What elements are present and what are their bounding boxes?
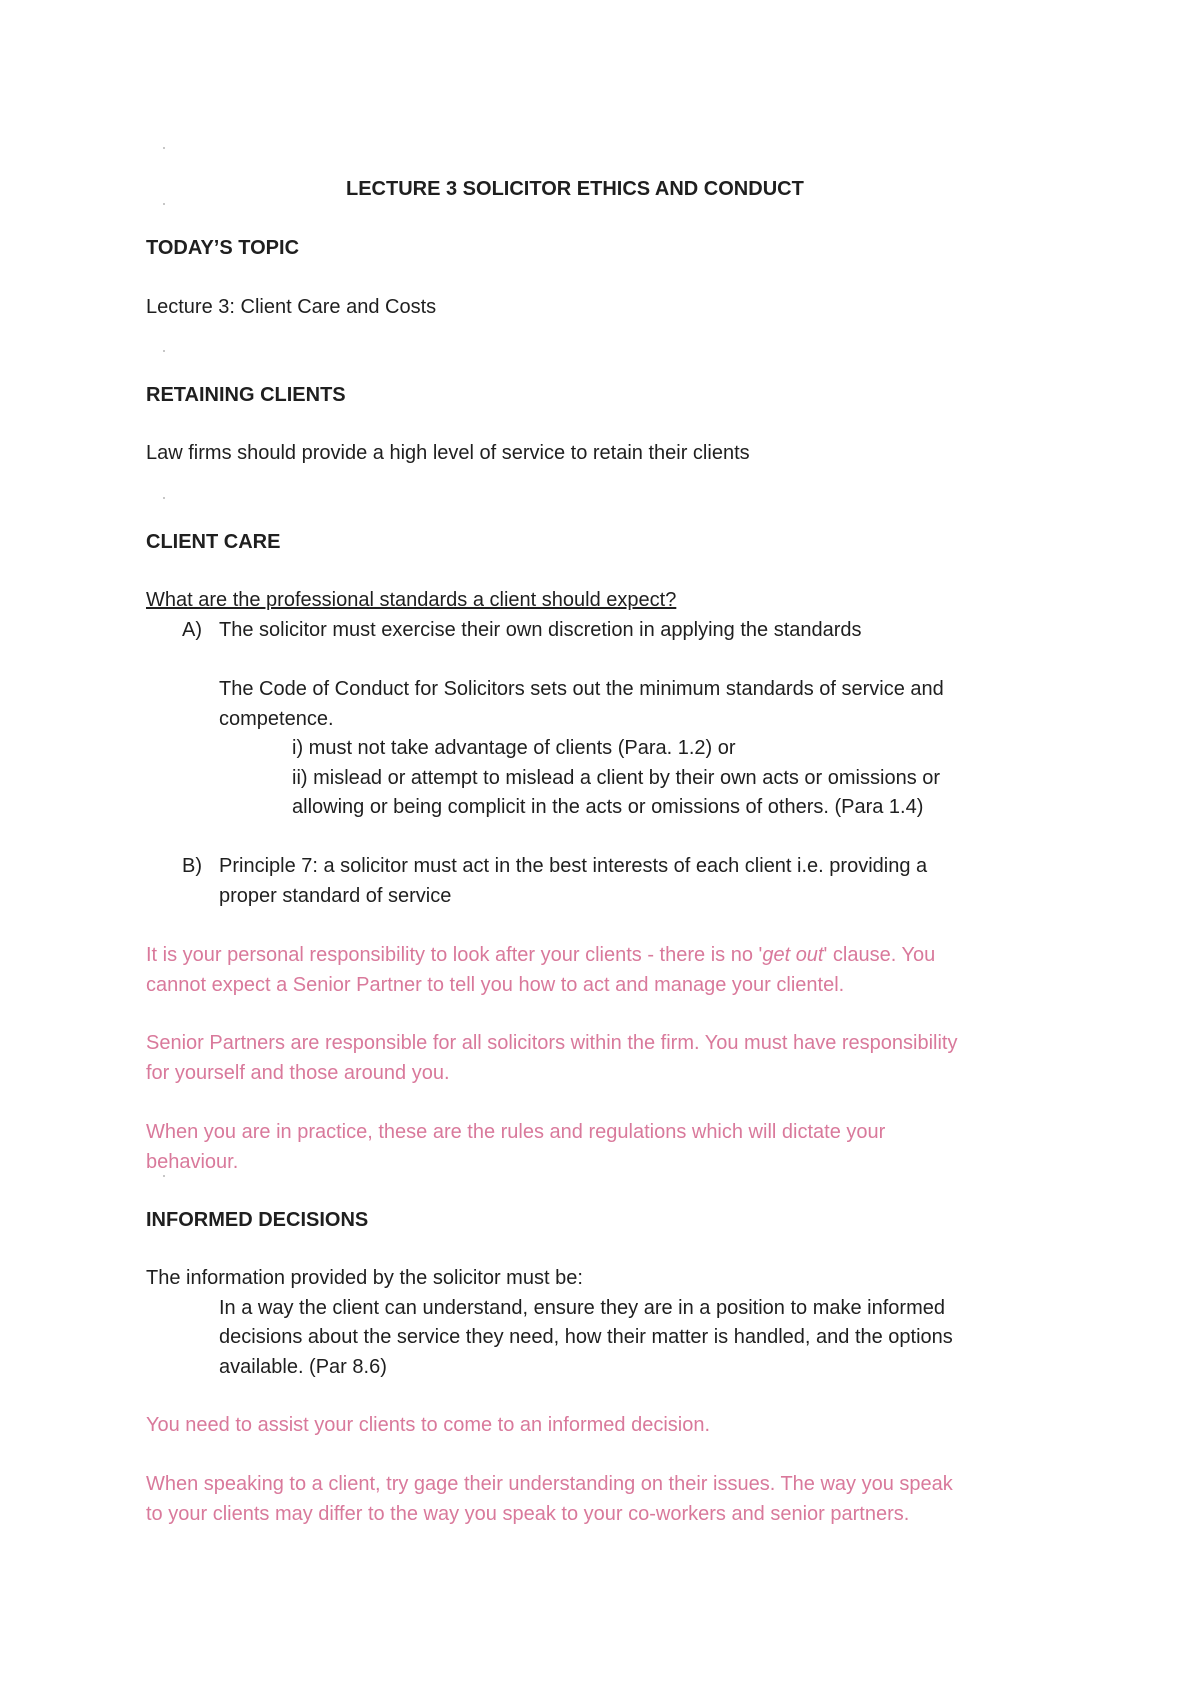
note-practice: behaviour.: [146, 1151, 239, 1173]
note-practice: When you are in practice, these are the rules and regulations which will dictate your: [146, 1121, 886, 1143]
list-item-b: Principle 7: a solicitor must act in the best interests of each client i.e. providing a: [219, 855, 928, 877]
note-speaking: When speaking to a client, try gage their understanding on their issues. The way you speak: [146, 1473, 953, 1495]
code-of-conduct-line: The Code of Conduct for Solicitors sets out the minimum standards of service and: [219, 678, 944, 700]
list-marker-b: B): [182, 855, 202, 877]
informed-intro: The information provided by the solicitor must be:: [146, 1267, 583, 1289]
note-emphasis: get out: [762, 944, 824, 966]
note-responsibility: [146, 943, 935, 967]
standards-question: What are the professional standards a client should expect?: [146, 589, 677, 611]
page-title: LECTURE 3 SOLICITOR ETHICS AND CONDUCT: [346, 178, 804, 200]
section-heading-client-care: CLIENT CARE: [146, 531, 281, 553]
topic-text: Lecture 3: Client Care and Costs: [146, 296, 437, 318]
note-responsibility: cannot expect a Senior Partner to tell you how to act and manage your clientel.: [146, 974, 845, 996]
sub-item-ii: ii) mislead or attempt to mislead a client by their own acts or omissions or: [292, 767, 941, 789]
sub-item-i: i) must not take advantage of clients (Para. 1.2) or: [292, 737, 736, 759]
retaining-text: Law firms should provide a high level of service to retain their clients: [146, 442, 750, 464]
note-text: It is your personal responsibility to look after your clients - there is no ': [146, 944, 763, 966]
dot-marker: [163, 1175, 165, 1177]
note-informed-decision: You need to assist your clients to come to an informed decision.: [146, 1414, 711, 1436]
list-item-b: proper standard of service: [219, 885, 452, 907]
list-item-a: The solicitor must exercise their own discretion in applying the standards: [219, 619, 862, 641]
list-marker-a: A): [182, 619, 202, 641]
dot-marker: [163, 497, 165, 499]
dot-marker: [163, 147, 165, 149]
dot-marker: [163, 350, 165, 352]
code-of-conduct-line: competence.: [219, 708, 334, 730]
informed-detail: available. (Par 8.6): [219, 1356, 387, 1378]
note-senior-partners: for yourself and those around you.: [146, 1062, 450, 1084]
dot-marker: [163, 203, 165, 205]
sub-item-ii: allowing or being complicit in the acts or omissions of others. (Para 1.4): [292, 796, 924, 818]
note-speaking: to your clients may differ to the way you speak to your co-workers and senior partners.: [146, 1503, 910, 1525]
note-senior-partners: Senior Partners are responsible for all solicitors within the firm. You must have responsibility: [146, 1032, 958, 1054]
section-heading-informed-decisions: INFORMED DECISIONS: [146, 1209, 369, 1231]
informed-detail: In a way the client can understand, ensure they are in a position to make informed: [219, 1297, 945, 1319]
section-heading-todays-topic: TODAY’S TOPIC: [146, 237, 300, 259]
informed-detail: decisions about the service they need, how their matter is handled, and the options: [219, 1326, 953, 1348]
note-text: ' clause. You: [823, 944, 936, 966]
section-heading-retaining-clients: RETAINING CLIENTS: [146, 384, 346, 406]
